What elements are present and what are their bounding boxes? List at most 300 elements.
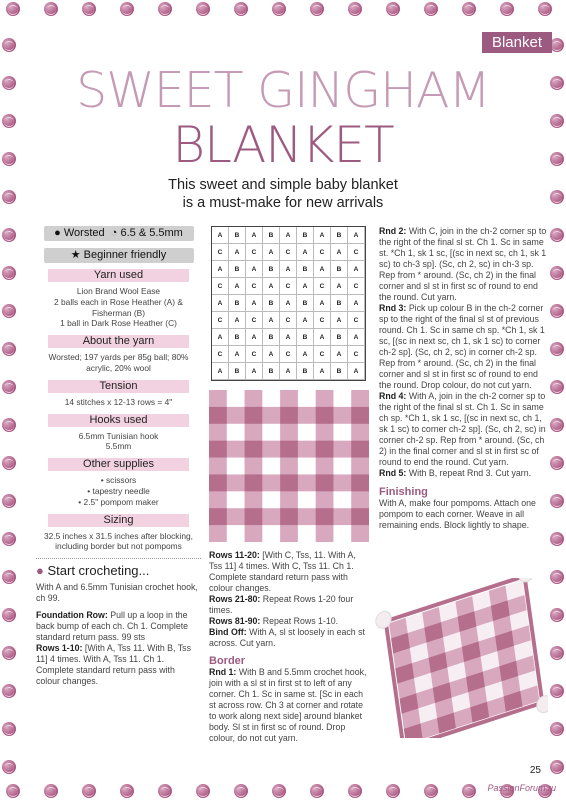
gingham-cell	[298, 390, 316, 407]
rnd-4-label: Rnd 4:	[379, 391, 407, 401]
gingham-cell	[351, 424, 369, 441]
gingham-cell	[245, 407, 263, 424]
chart-cell: A	[331, 312, 348, 329]
yarn-ball-icon	[386, 2, 400, 16]
gingham-cell	[333, 390, 351, 407]
gingham-cell	[209, 525, 227, 542]
gingham-cell	[280, 441, 298, 458]
chart-cell: A	[212, 363, 229, 380]
yarn-ball-icon	[348, 2, 362, 16]
gingham-cell	[298, 458, 316, 475]
rows-81-90-label: Rows 81-90:	[209, 616, 261, 626]
rnd-3-text: Pick up colour B in the ch-2 corner sp to the right of the final sl st of previous round. Ch 1. Sc in same ch sp. *Ch 1, sk 1 sc, [(sc in next sc, ch 1, sk 1 sc) to corner ch-2 sp]. (Sc, ch 2, sc) in corner ch-2 sp. Rep from * around. (Sc, ch 2) in the final corner and sl st in first sc of round to end the round. Drop colour, do not cut yarn.	[379, 303, 545, 390]
yarn-ball-icon	[6, 2, 20, 16]
chart-cell: A	[297, 278, 314, 295]
chart-cell: A	[212, 261, 229, 278]
gingham-cell	[316, 441, 334, 458]
chart-cell: C	[280, 244, 297, 261]
other-supplies-heading: Other supplies	[48, 458, 189, 471]
gingham-cell	[280, 407, 298, 424]
chart-cell: B	[229, 227, 246, 244]
yarn-ball-icon	[310, 2, 324, 16]
chart-cell: B	[263, 261, 280, 278]
chart-cell: A	[246, 329, 263, 346]
other-supplies-text	[36, 475, 201, 507]
chart-cell: A	[314, 227, 331, 244]
yarn-ball-icon	[538, 2, 552, 16]
sizing-line: including border but not pompoms	[55, 541, 182, 552]
chart-cell: C	[212, 312, 229, 329]
chart-cell: A	[280, 295, 297, 312]
yarn-ball-icon	[2, 608, 16, 622]
chart-cell: C	[314, 278, 331, 295]
gingham-cell	[316, 525, 334, 542]
gingham-cell	[351, 407, 369, 424]
gingham-cell	[298, 407, 316, 424]
title-line-1: SWEET GINGHAM	[76, 62, 490, 119]
chart-cell: A	[331, 278, 348, 295]
bind-off-text: With A, sl st loosely in each st across. Cut yarn.	[209, 627, 365, 648]
yarn-ball-icon	[6, 784, 20, 798]
yarn-ball-icon	[120, 784, 134, 798]
chart-cell: A	[229, 312, 246, 329]
yarn-ball-icon	[550, 266, 564, 280]
gingham-cell	[227, 525, 245, 542]
chart-cell: B	[263, 329, 280, 346]
chart-cell: A	[263, 278, 280, 295]
finishing-heading: Finishing	[379, 486, 428, 498]
yarn-ball-icon	[550, 342, 564, 356]
chart-cell: B	[331, 363, 348, 380]
rnd-1-text: With B and 5.5mm crochet hook, join with a sl st in first st to left of any corner. Ch 1. Sc in same st. [Sc in each st across row. Ch 3 at corner and rotate to work along next side] around blanket body. Sl st in first sc of round. Drop colour, do not cut yarn.	[209, 667, 367, 743]
yarn-ball-icon	[310, 784, 324, 798]
yarn-ball-icon	[272, 784, 286, 798]
page-number: 25	[529, 765, 541, 776]
chart-cell: C	[246, 244, 263, 261]
yarn-ball-icon	[550, 494, 564, 508]
gingham-cell	[227, 424, 245, 441]
rnd-2-text: With C, join in the ch-2 corner sp to the right of the final sl st. Ch 1. Sc in same st. *Ch 1, sk 1 sc, [(sc in next sc, ch 1, sk 1 sc) to ch-3 sp]. (Sc, ch 2, sc) in ch-3 sp. Rep from * around. (Sc, ch 2) in the final corner and sl st in first sc of round to end the round. Cut yarn.	[379, 226, 547, 302]
about-yarn-heading: About the yarn	[48, 335, 189, 348]
chart-cell: B	[229, 295, 246, 312]
sizing-heading: Sizing	[48, 514, 189, 527]
start-heading-text: Start crocheting...	[47, 563, 150, 579]
supplies-line: • tapestry needle	[87, 485, 150, 496]
chart-cell: C	[246, 312, 263, 329]
gingham-cell	[227, 508, 245, 525]
gingham-cell	[351, 491, 369, 508]
subtitle-line-2: is a must-make for new arrivals	[182, 195, 384, 211]
chart-cell: A	[314, 261, 331, 278]
yarn-ball-icon	[158, 2, 172, 16]
gingham-cell	[280, 491, 298, 508]
gingham-cell	[333, 458, 351, 475]
yarn-ball-icon	[424, 2, 438, 16]
rows-11-20-text: [With C, Tss, 11. With A, Tss 11] 4 times. With C, Tss 11. Ch 1. Complete standard return pass with colour changes.	[209, 550, 356, 593]
chart-cell: A	[246, 363, 263, 380]
yarn-ball-icon	[462, 784, 476, 798]
chart-cell: A	[263, 312, 280, 329]
gingham-cell	[280, 508, 298, 525]
gingham-cell	[333, 508, 351, 525]
rnd-1	[209, 667, 371, 744]
rnd-4-text: With A, join in the ch-2 corner sp to the right of the final sl st. Ch 1. Sc in same ch sp. *Ch 1, sk 1 sc, [(sc in next sc, ch 1, sk 1 sc) to corner ch-2 sp]. (Sc, ch 2, sc) in corner ch-2 sp. Rep from * around. (Sc, ch 2) in the final corner and sl st in first sc of round to end the round. Cut yarn.	[379, 391, 546, 467]
gingham-cell	[298, 424, 316, 441]
rnd-3	[379, 303, 547, 391]
chart-cell: B	[229, 261, 246, 278]
chart-cell: A	[348, 295, 365, 312]
gingham-cell	[351, 474, 369, 491]
chart-cell: B	[263, 295, 280, 312]
yarn-ball-icon	[550, 418, 564, 432]
bind-off	[209, 627, 371, 649]
chart-cell: B	[297, 295, 314, 312]
chart-cell: C	[212, 244, 229, 261]
gingham-cell	[298, 474, 316, 491]
about-yarn-line: acrylic, 20% wool	[86, 362, 151, 373]
gingham-cell	[280, 424, 298, 441]
rnd-2	[379, 226, 547, 303]
yarn-ball-icon	[550, 304, 564, 318]
chart-cell: C	[348, 346, 365, 363]
chart-cell: A	[212, 227, 229, 244]
foundation-row	[36, 610, 201, 643]
yarn-ball-icon	[2, 380, 16, 394]
chart-cell: C	[348, 278, 365, 295]
category-tab: Blanket	[482, 32, 552, 53]
chart-grid	[211, 226, 366, 381]
chart-cell: A	[348, 363, 365, 380]
yarn-ball-icon: ●	[36, 563, 44, 579]
title-line-2: BLANKET	[172, 116, 394, 174]
chart-cell: A	[297, 346, 314, 363]
foundation-label: Foundation Row:	[36, 610, 108, 621]
gingham-cell	[227, 441, 245, 458]
gingham-cell	[227, 474, 245, 491]
rnd-5	[379, 468, 547, 479]
yarn-ball-icon	[120, 2, 134, 16]
yarn-ball-icon	[550, 456, 564, 470]
chart-cell: A	[246, 261, 263, 278]
rows-21-80-label: Rows 21-80:	[209, 594, 261, 604]
gingham-cell	[298, 508, 316, 525]
gingham-cell	[262, 458, 280, 475]
chart-cell: C	[280, 278, 297, 295]
chart-cell: B	[263, 363, 280, 380]
supplies-line: • 2.5" pompom maker	[78, 496, 159, 507]
chart-cell: A	[280, 227, 297, 244]
gingham-cell	[316, 491, 334, 508]
rows-11-20	[209, 550, 371, 594]
gingham-cell	[245, 424, 263, 441]
rnd-5-label: Rnd 5:	[379, 468, 407, 478]
rows-1-10-label: Rows 1-10:	[36, 643, 83, 654]
chart-cell: C	[246, 278, 263, 295]
yarn-ball-icon	[2, 646, 16, 660]
gingham-cell	[351, 508, 369, 525]
gingham-cell	[333, 474, 351, 491]
gingham-cell	[316, 508, 334, 525]
chart-cell: C	[348, 244, 365, 261]
chart-cell: A	[331, 244, 348, 261]
yarn-ball-icon	[550, 608, 564, 622]
gingham-cell	[262, 390, 280, 407]
yarn-ball-icon	[500, 2, 514, 16]
chart-cell: B	[263, 227, 280, 244]
gingham-cell	[209, 441, 227, 458]
yarn-ball-icon	[550, 380, 564, 394]
hooks-used-line: 5.5mm	[105, 441, 132, 452]
chart-cell: B	[297, 363, 314, 380]
gingham-cell	[298, 441, 316, 458]
rows-81-90-text: Repeat Rows 1-10.	[260, 616, 339, 626]
about-yarn-line: Worsted; 197 yards per 85g ball; 80%	[48, 352, 189, 363]
hooks-used-heading: Hooks used	[48, 414, 189, 427]
gingham-cell	[280, 525, 298, 542]
rnd-5-text: With B, repeat Rnd 3. Cut yarn.	[406, 468, 532, 478]
yarn-ball-icon	[348, 784, 362, 798]
gingham-cell	[209, 474, 227, 491]
yarn-ball-icon	[158, 784, 172, 798]
yarn-ball-icon	[2, 342, 16, 356]
gingham-cell	[298, 525, 316, 542]
yarn-ball-icon: ●	[54, 227, 61, 239]
chart-cell: A	[314, 363, 331, 380]
gingham-cell	[245, 474, 263, 491]
yarn-ball-icon	[2, 494, 16, 508]
gingham-cell	[227, 390, 245, 407]
bind-off-label: Bind Off:	[209, 627, 247, 637]
sizing-text	[36, 531, 201, 553]
yarn-ball-icon	[2, 532, 16, 546]
right-column	[379, 226, 547, 531]
chart-cell: A	[229, 244, 246, 261]
chart-cell: A	[263, 244, 280, 261]
gingham-cell	[262, 508, 280, 525]
yarn-ball-icon	[234, 2, 248, 16]
chart-cell: A	[263, 346, 280, 363]
yarn-used-text	[36, 286, 201, 329]
gingham-cell	[333, 407, 351, 424]
start-heading	[36, 563, 201, 579]
chart-cell: B	[331, 261, 348, 278]
gingham-cell	[245, 390, 263, 407]
gingham-cell	[245, 458, 263, 475]
about-yarn-text	[36, 352, 201, 374]
gingham-cell	[262, 525, 280, 542]
yarn-ball-icon	[2, 456, 16, 470]
yarn-ball-icon	[550, 646, 564, 660]
yarn-used-line: Fisherman (B)	[91, 307, 146, 318]
tension-text	[36, 397, 201, 408]
rows-81-90	[209, 616, 371, 627]
chart-cell: B	[331, 227, 348, 244]
chart-cell: B	[297, 227, 314, 244]
yarn-ball-icon	[196, 2, 210, 16]
meta-level: ★ Beginner friendly	[44, 248, 194, 263]
foundation-text: Pull up a loop in the back bump of each ch. Ch 1. Complete standard return pass. 99 sts	[36, 610, 189, 643]
yarn-ball-icon	[196, 784, 210, 798]
yarn-ball-icon	[44, 2, 58, 16]
rows-21-80	[209, 594, 371, 616]
gingham-cell	[333, 491, 351, 508]
gingham-cell	[245, 508, 263, 525]
gingham-cell	[262, 491, 280, 508]
chart-cell: A	[212, 295, 229, 312]
gingham-cell	[209, 407, 227, 424]
subtitle	[0, 176, 566, 212]
yarn-ball-icon	[550, 684, 564, 698]
chart-cell: C	[246, 346, 263, 363]
yarn-ball-icon	[44, 784, 58, 798]
rows-1-10	[36, 643, 201, 687]
chart-cell: C	[314, 346, 331, 363]
gingham-cell	[316, 458, 334, 475]
yarn-ball-icon	[550, 722, 564, 736]
gingham-cell	[280, 458, 298, 475]
gingham-cell	[333, 525, 351, 542]
yarn-ball-icon	[2, 570, 16, 584]
chart-cell: A	[348, 329, 365, 346]
chart-cell: C	[314, 312, 331, 329]
yarn-ball-icon	[550, 760, 564, 774]
chart-cell: C	[212, 346, 229, 363]
border-heading: Border	[209, 655, 246, 667]
gingham-cell	[316, 424, 334, 441]
rnd-3-label: Rnd 3:	[379, 303, 407, 313]
supplies-line: • scissors	[100, 475, 137, 486]
chart-cell: C	[348, 312, 365, 329]
yarn-ball-icon	[272, 2, 286, 16]
gingham-cell	[262, 474, 280, 491]
chart-cell: A	[280, 329, 297, 346]
yarn-ball-icon	[424, 784, 438, 798]
chart-cell: B	[229, 329, 246, 346]
rows-11-20-label: Rows 11-20:	[209, 550, 260, 560]
yarn-ball-icon	[2, 266, 16, 280]
gingham-preview	[209, 390, 369, 542]
chart-cell: B	[331, 329, 348, 346]
gingham-cell	[227, 491, 245, 508]
rows-21-80-text: Repeat Rows 1-20 four times.	[209, 594, 354, 615]
chart-cell: A	[297, 244, 314, 261]
gingham-cell	[262, 407, 280, 424]
rnd-4	[379, 391, 547, 468]
gingham-cell	[333, 441, 351, 458]
chart-cell: C	[314, 244, 331, 261]
colour-chart	[211, 226, 366, 381]
yarn-ball-icon	[550, 570, 564, 584]
gingham-cell	[245, 441, 263, 458]
gingham-cell	[209, 491, 227, 508]
chart-cell: B	[331, 295, 348, 312]
yarn-ball-icon	[2, 38, 16, 52]
chart-cell: A	[229, 278, 246, 295]
yarn-ball-icon	[386, 784, 400, 798]
chart-cell: A	[246, 295, 263, 312]
chart-cell: A	[246, 227, 263, 244]
chart-cell: C	[280, 346, 297, 363]
yarn-ball-icon	[2, 760, 16, 774]
subtitle-line-1: This sweet and simple baby blanket	[168, 177, 398, 193]
meta-hooks: 6.5 & 5.5mm	[120, 227, 183, 239]
middle-column	[209, 550, 371, 744]
gingham-cell	[209, 390, 227, 407]
chart-cell: A	[280, 363, 297, 380]
yarn-ball-icon	[2, 722, 16, 736]
chart-cell: A	[331, 346, 348, 363]
chart-cell: A	[297, 312, 314, 329]
yarn-used-line: Lion Brand Wool Ease	[76, 286, 161, 296]
chart-cell: C	[212, 278, 229, 295]
gingham-cell	[316, 390, 334, 407]
chart-cell: A	[348, 261, 365, 278]
finishing-text: With A, make four pompoms. Attach one pompom to each corner. Weave in all remaining ends. Block lightly to shape.	[379, 498, 536, 530]
gingham-cell	[209, 458, 227, 475]
sizing-line: 32.5 inches x 31.5 inches after blocking,	[44, 530, 193, 541]
gingham-cell	[316, 407, 334, 424]
chart-cell: B	[297, 261, 314, 278]
chart-cell: A	[280, 261, 297, 278]
gingham-cell	[298, 491, 316, 508]
gingham-cell	[351, 525, 369, 542]
yarn-ball-icon	[550, 38, 564, 52]
gingham-cell	[227, 458, 245, 475]
hooks-used-line: 6.5mm Tunisian hook	[78, 430, 159, 441]
gingham-cell	[209, 508, 227, 525]
chart-cell: A	[348, 227, 365, 244]
hook-icon: ◔	[110, 227, 118, 239]
meta-weight: Worsted	[63, 227, 105, 239]
gingham-cell	[209, 424, 227, 441]
chart-cell: A	[314, 295, 331, 312]
yarn-ball-icon	[2, 304, 16, 318]
gingham-cell	[351, 390, 369, 407]
yarn-ball-icon	[82, 2, 96, 16]
chart-cell: A	[212, 329, 229, 346]
gingham-cell	[227, 407, 245, 424]
gingham-cell	[245, 525, 263, 542]
chart-cell: B	[229, 363, 246, 380]
yarn-ball-icon	[550, 532, 564, 546]
yarn-ball-icon	[2, 228, 16, 242]
gingham-cell	[351, 441, 369, 458]
gingham-cell	[333, 424, 351, 441]
tension-line: 14 stitches x 12-13 rows = 4"	[64, 396, 173, 407]
gingham-cell	[280, 474, 298, 491]
watermark: PassionForum.ru	[487, 783, 556, 793]
gingham-cell	[351, 458, 369, 475]
meta-weight-hooks	[44, 226, 194, 241]
yarn-used-heading: Yarn used	[48, 269, 189, 282]
yarn-ball-icon	[2, 684, 16, 698]
rows-1-10-text: [With A, Tss 11. With B, Tss 11] 4 times. With A, Tss 11. Ch 1. Complete standard return pass with colour changes.	[36, 643, 191, 687]
yarn-ball-icon	[2, 418, 16, 432]
tension-heading: Tension	[48, 380, 189, 393]
yarn-ball-icon	[82, 784, 96, 798]
yarn-used-line: 2 balls each in Rose Heather (A) &	[54, 296, 183, 307]
chart-cell: B	[297, 329, 314, 346]
hooks-used-text	[36, 431, 201, 453]
chart-cell: A	[229, 346, 246, 363]
chart-cell: C	[280, 312, 297, 329]
yarn-ball-icon	[550, 228, 564, 242]
gingham-cell	[262, 441, 280, 458]
yarn-used-line: 1 ball in Dark Rose Heather (C)	[60, 318, 177, 329]
gingham-cell	[280, 390, 298, 407]
divider	[36, 558, 201, 559]
blanket-photo	[372, 578, 548, 738]
